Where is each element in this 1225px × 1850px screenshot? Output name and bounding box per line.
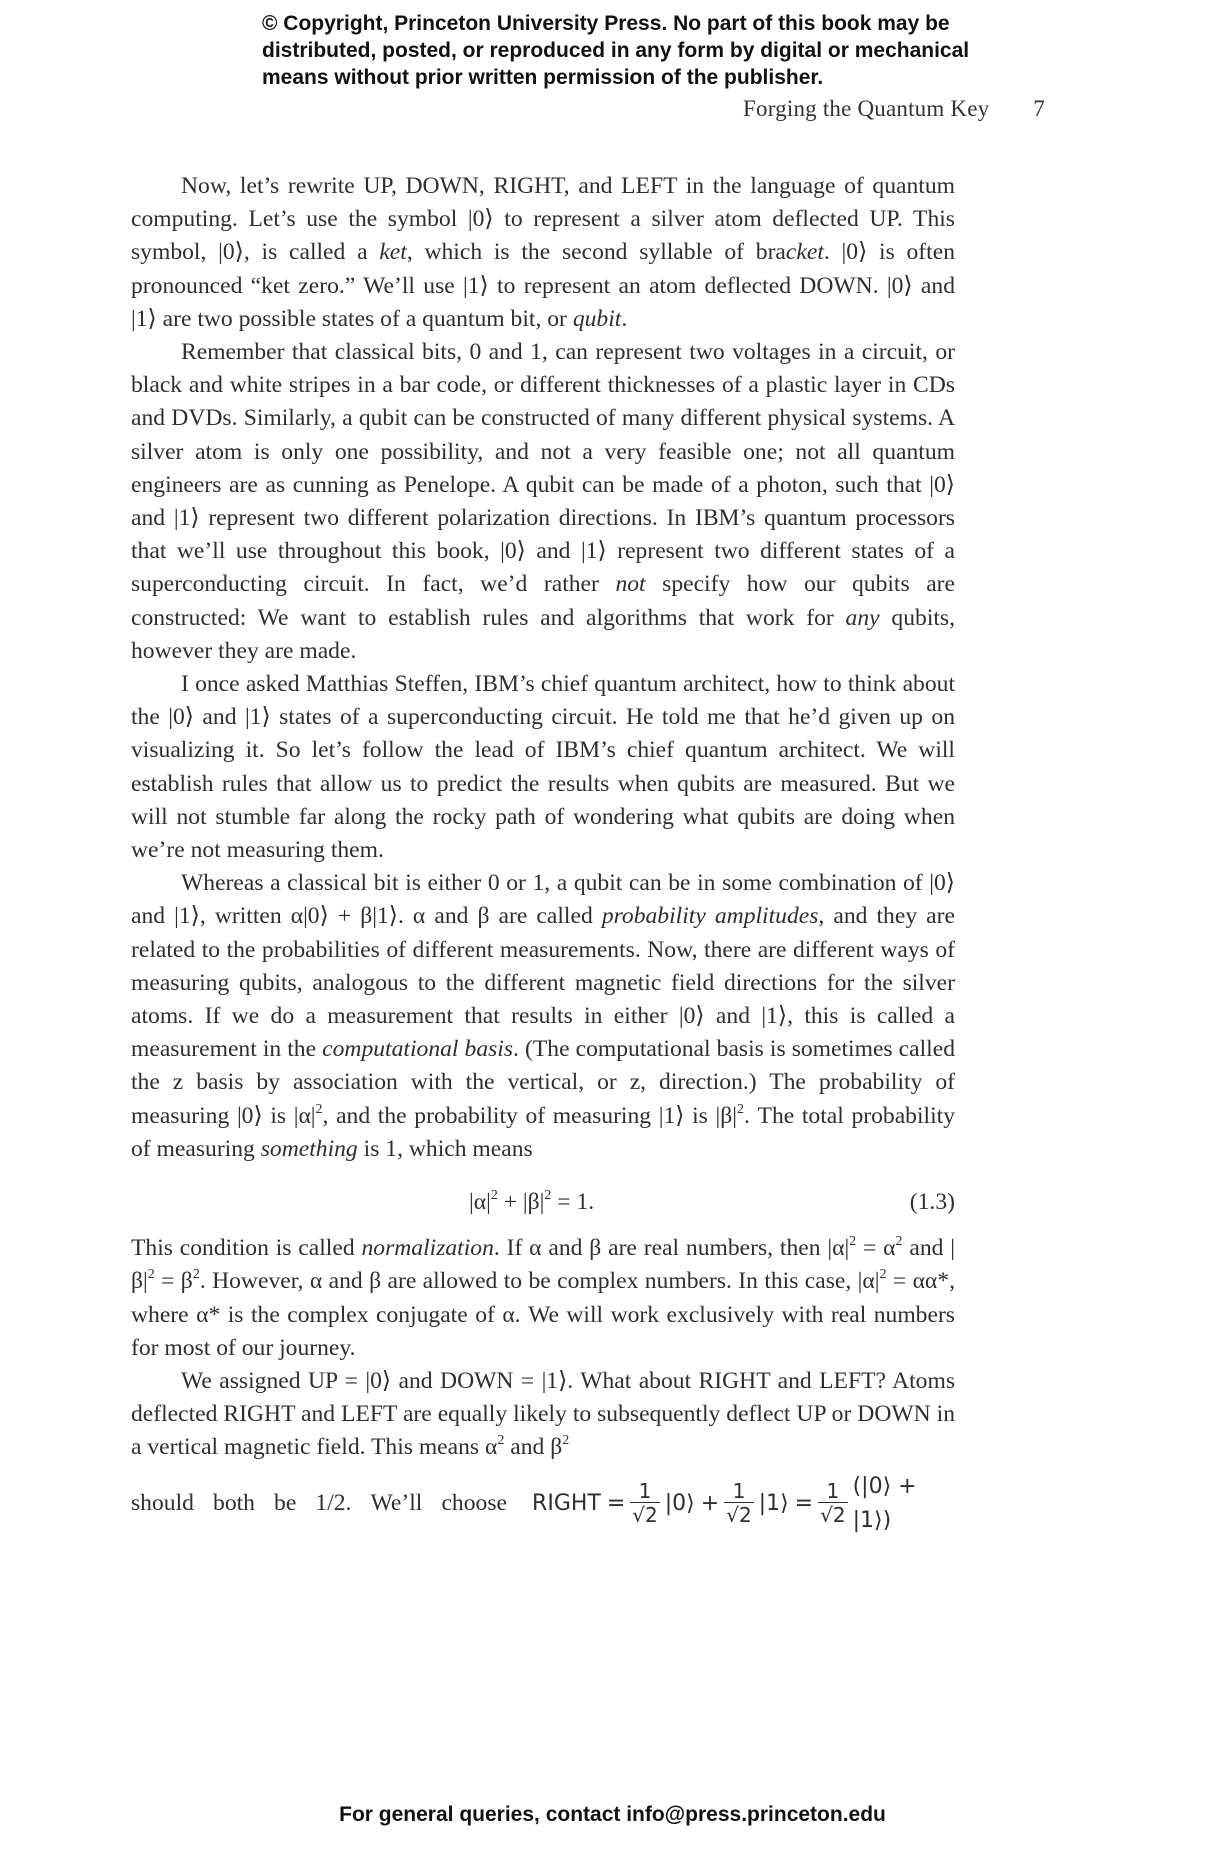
copyright-notice [262,10,982,91]
paragraph: Now, let’s rewrite UP, DOWN, RIGHT, and LEFT in the language of quantum computing. Let’s use the symbol |0⟩ to represent a silver atom deflected UP. This symbol, |0⟩, is called a ket, which is the second syllable of bracket. |0⟩ is often pronounced “ket zero.” We’ll use |1⟩ to represent an atom deflected DOWN. |0⟩ and |1⟩ are two possible states of a quantum bit, or qubit. [131,173,955,332]
equation-number: (1.3) [909,1189,955,1216]
running-title: Forging the Quantum Key [743,96,990,121]
fraction: $\frac{1}{√2}$ [726,1479,752,1528]
page-number: 7 [1033,96,1045,121]
fraction: $\frac{1}{√2}$ [632,1479,658,1528]
fraction: $\frac{1}{√2}$ [820,1479,846,1528]
equation-1-3 [131,1174,955,1232]
formula-lead-text: should both be 1/2. We’ll choose [131,1489,507,1516]
paragraph: This condition is called normalization. If α and β are real numbers, then $|\alpha|^2 = \alpha^2$ and $|\beta|^2 = \beta^2$. However, α and β are allowed to be complex numbers. In this case, $|\alpha|^2 = \alpha\alpha*$, where α* is the complex conjugate of α. We will work exclusively with real numbers for most of our journey. [131,1234,955,1361]
paragraph: We assigned UP = |0⟩ and DOWN = |1⟩. What about RIGHT and LEFT? Atoms deflected RIGHT and LEFT are equally likely to subsequently deflect UP or DOWN in a vertical magnetic field. This means $\alpha^2$ and $\beta^2$ [131,1367,955,1461]
copyright-line: distributed, posted, or reproduced in any form by digital or mechanical [262,39,970,62]
formula-line [131,1469,955,1539]
copyright-line: means without prior written permission of the publisher. [262,66,824,89]
body-text [131,170,955,1539]
equation-body: $|\alpha|^2 + |\beta|^2 = 1$. [469,1188,595,1216]
paragraph: Whereas a classical bit is either 0 or 1, a qubit can be in some combination of |0⟩ and |1⟩, written α|0⟩ + β|1⟩. α and β are called probability amplitudes, and they are related to the probabilities of different measurements. Now, there are different ways of measuring qubits, analogous to the different magnetic field directions for the silver atoms. If we do a measurement that results in either |0⟩ and |1⟩, this is called a measurement in the computational basis. (The computational basis is sometimes called the z basis by association with the vertical, or z, direction.) The probability of measuring |0⟩ is $|\alpha|^2$, and the probability of measuring |1⟩ is $|\beta|^2$. The total probability of measuring something is 1, which means [131,870,955,1162]
copyright-line: © Copyright, Princeton University Press. No part of this book may be [262,12,950,35]
paragraph: I once asked Matthias Steffen, IBM’s chief quantum architect, how to think about the |0⟩ and |1⟩ states of a superconducting circuit. He told me that he’d given up on visualizing it. So let’s follow the lead of IBM’s chief quantum architect. We will establish rules that allow us to predict the results when qubits are measured. But we will not stumble far along the rocky path of wondering what qubits are doing when we’re not measuring them. [131,671,955,864]
footer-contact: For general queries, contact info@press.princeton.edu [339,1803,886,1826]
paragraph: Remember that classical bits, 0 and 1, can represent two voltages in a circuit, or black and white stripes in a bar code, or different thicknesses of a plastic layer in CDs and DVDs. Similarly, a qubit can be constructed of many different physical systems. A silver atom is only one possibility, and not a very feasible one; not all quantum engineers are as cunning as Penelope. A qubit can be made of a photon, such that |0⟩ and |1⟩ represent two different polarization directions. In IBM’s quantum processors that we’ll use throughout this book, |0⟩ and |1⟩ represent two different states of a superconducting circuit. In fact, we’d rather not specify how our qubits are constructed: We want to establish rules and algorithms that work for any qubits, however they are made. [131,339,956,664]
running-header [743,96,1045,122]
right-state-formula: RIGHT = $\frac{1}{√2}$ |0⟩ + $\frac{1}{√2}$ |1⟩ = $\frac{1}{√2}$ (|0⟩ + |1⟩) [532,1474,917,1533]
